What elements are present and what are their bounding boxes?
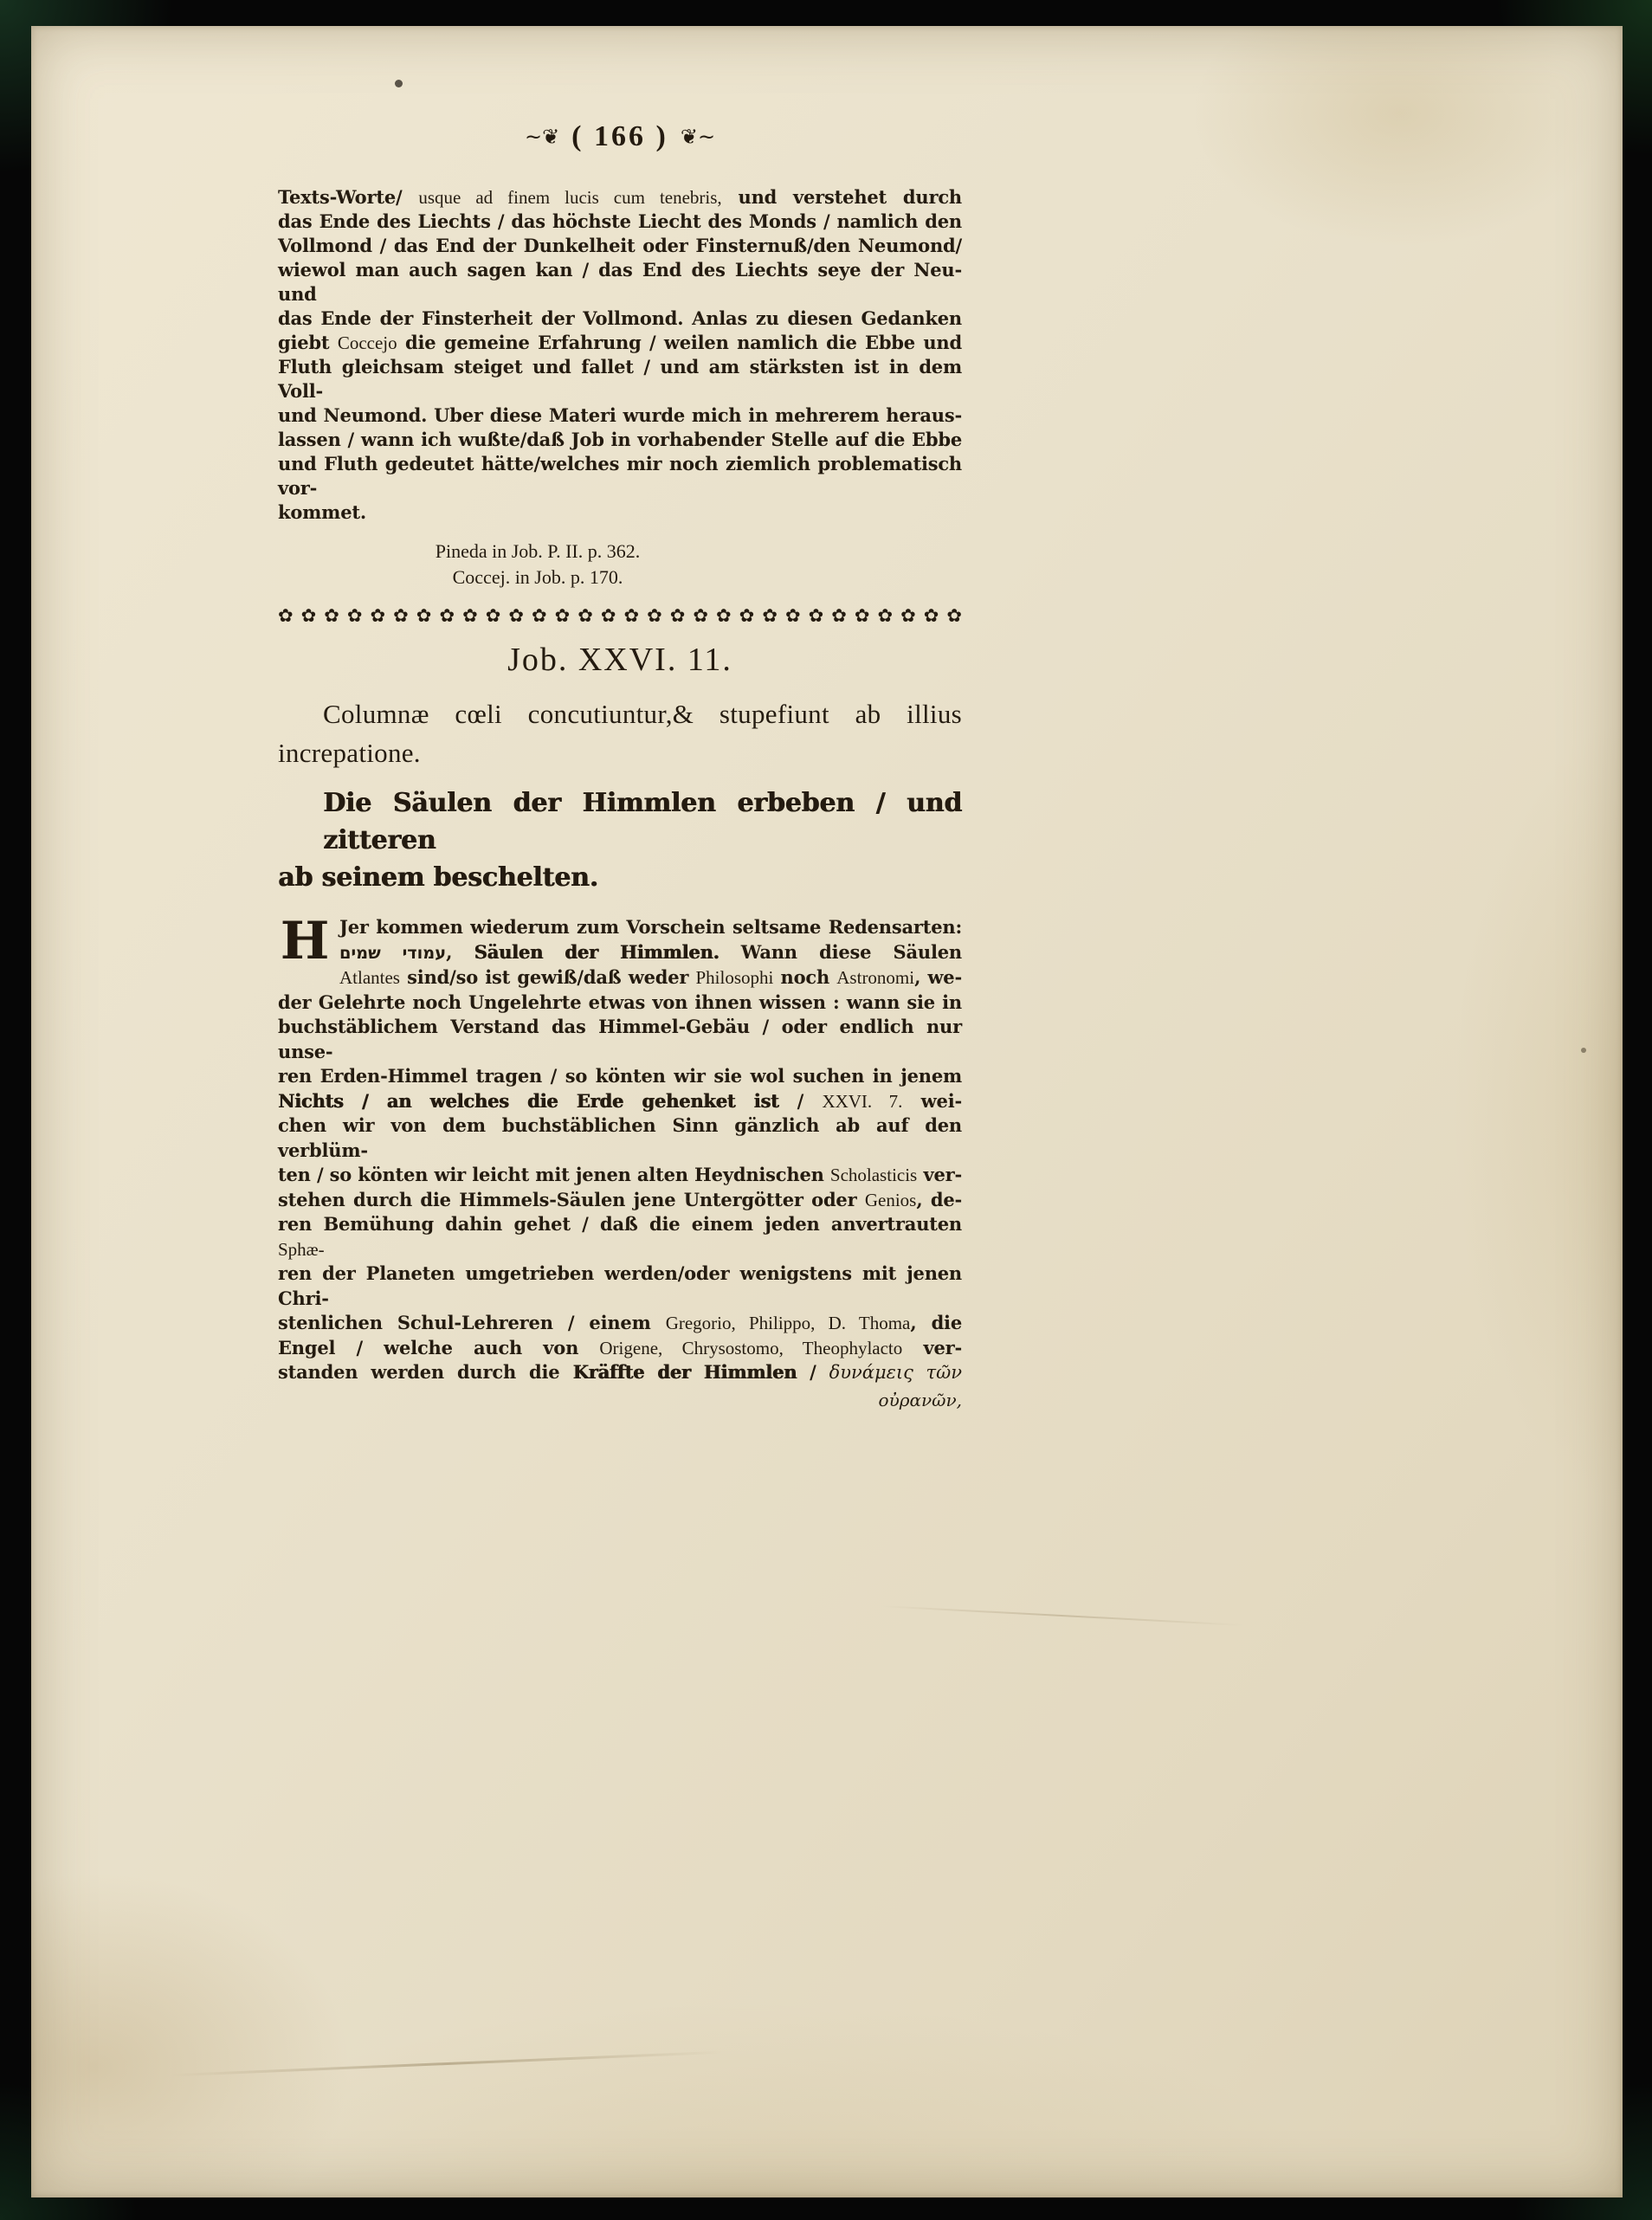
text-run: ren Bemühung dahin gehet / daß die einem jeden anvertrauten — [278, 1213, 962, 1235]
drop-cap-initial: H — [280, 911, 330, 971]
text-run: der Gelehrte noch Ungelehrte etwas von ihnen wissen : wann sie in — [278, 991, 962, 1013]
text-line — [196, 539, 880, 565]
text-run-r: XXVI. 7. — [822, 1090, 903, 1112]
text-run-r: Gregorio, Philippo, D. Thoma — [665, 1313, 911, 1333]
text-run: Fluth gleichsam steiget und fallet / und am stärksten ist in dem Voll- — [278, 356, 962, 402]
text-run: die gemeine Erfahrung / weilen namlich die Ebbe und — [397, 332, 962, 353]
section-heading-job-xxvi-11: Job. XXVI. 11. — [507, 642, 732, 678]
text-run: sind/so ist gewiß/daß weder — [399, 966, 696, 988]
latin-verse — [278, 694, 962, 772]
text-line — [278, 733, 962, 772]
text-run-r: Origene, Chrysostomo, Theophylacto — [599, 1337, 903, 1358]
text-line — [278, 1188, 962, 1213]
text-run: increpatione. — [278, 738, 421, 768]
text-line — [278, 694, 962, 733]
text-run-r: Sphæ- — [278, 1238, 325, 1260]
text-run: , we- — [914, 966, 962, 988]
text-run: kommet. — [278, 501, 366, 523]
text-run: Texts-Worte/ — [278, 186, 419, 208]
text-run: Wann diese Säulen — [719, 940, 962, 963]
fleuron-divider-row: ✿ ✿ ✿ ✿ ✿ ✿ ✿ ✿ ✿ ✿ ✿ ✿ ✿ ✿ ✿ ✿ ✿ ✿ ✿ ✿ ✿ ✿ ✿ ✿ ✿ ✿ ✿ ✿ ✿ ✿ — [278, 605, 962, 626]
text-run: ab seinem beschelten. — [278, 862, 598, 893]
body-paragraph — [278, 911, 962, 1411]
text-run: / — [797, 1361, 829, 1383]
text-run: , de- — [916, 1188, 962, 1210]
text-line — [278, 1015, 962, 1064]
text-run: ver- — [917, 1164, 962, 1185]
text-run: und Neumond. Uber diese Materi wurde mich in mehrerem heraus- — [278, 404, 962, 426]
text-run: und Fluth gedeutet hätte/welches mir noch ziemlich problematisch vor- — [278, 453, 962, 499]
text-line — [278, 965, 962, 991]
page-number: ( 166 ) — [571, 120, 668, 152]
text-run-r: usque ad finem lucis cum tenebris, — [418, 187, 722, 208]
text-line — [278, 991, 962, 1016]
text-line — [278, 784, 962, 859]
text-line — [278, 185, 962, 210]
text-line — [278, 258, 962, 307]
paper-speck — [1581, 1048, 1586, 1053]
text-run: , — [446, 940, 474, 963]
text-line — [278, 1311, 962, 1336]
text-run: Jer kommen wiederum zum Vorschein seltsame Redensarten: — [339, 916, 962, 938]
page-number-header — [278, 118, 962, 156]
text-run: noch — [773, 966, 837, 988]
text-run-r: Coccejo — [337, 332, 397, 353]
text-run: wei- — [902, 1089, 962, 1112]
text-line — [278, 915, 962, 940]
text-run-b: Säulen der Himmlen. — [474, 940, 720, 963]
text-run: Columnæ cœli concutiuntur,& stupefiunt ab illius — [323, 699, 962, 729]
text-column — [278, 118, 962, 1411]
text-line — [278, 1212, 962, 1262]
text-run: wiewol man auch sagen kan / das End des Liechts seye der Neu- und — [278, 259, 962, 305]
text-run: , die — [910, 1312, 962, 1333]
text-line — [278, 210, 962, 234]
greek-catchword: οὐρανῶν, — [878, 1389, 962, 1410]
text-line — [278, 331, 962, 355]
text-line — [196, 565, 880, 590]
text-line — [278, 500, 962, 525]
citation-block — [196, 539, 880, 590]
text-run: ten / so könten wir leicht mit jenen alten Heydnischen — [278, 1164, 830, 1185]
text-run-r: Philosophi — [695, 967, 774, 988]
text-run: stehen durch die Himmels-Säulen jene Untergötter oder — [278, 1188, 865, 1210]
text-run: das Ende des Liechts / das höchste Liecht des Monds / namlich den — [278, 210, 962, 232]
text-run-r: Atlantes — [339, 967, 400, 988]
text-run: standen werden durch die — [278, 1361, 573, 1383]
text-line — [278, 1113, 962, 1163]
text-run: das Ende der Finsterheit der Vollmond. Anlas zu diesen Gedanken — [278, 307, 962, 329]
text-line — [278, 1336, 962, 1361]
text-run: chen wir von dem buchstäblichen Sinn gänzlich ab auf den verblüm- — [278, 1114, 962, 1161]
text-run: Coccej. in Job. p. 170. — [452, 566, 623, 588]
text-run: ren Erden-Himmel tragen / so könten wir sie wol suchen in jenem — [278, 1065, 962, 1087]
text-run: / — [778, 1089, 823, 1112]
text-run: Engel / welche auch von — [278, 1336, 600, 1358]
text-run: giebt — [278, 332, 338, 353]
text-run: Pineda in Job. P. II. p. 362. — [435, 540, 641, 562]
text-run: lassen / wann ich wußte/daß Job in vorhabender Stelle auf die Ebbe — [278, 429, 962, 450]
text-run-b: Kräffte der Himmlen — [572, 1361, 797, 1383]
paragraph-texts-worte — [278, 185, 962, 525]
text-line — [278, 1089, 962, 1114]
text-line — [278, 1163, 962, 1188]
paper-crease — [880, 1605, 1243, 1626]
text-run-r: Astronomi — [836, 967, 915, 988]
text-run-r: Scholasticis — [829, 1165, 918, 1185]
body-lines — [278, 911, 962, 1385]
text-run: Die Säulen der Himmlen erbeben / und zitteren — [323, 788, 962, 855]
fleuron-left-icon: ~❦ — [524, 125, 560, 149]
text-line — [278, 452, 962, 500]
text-run: ren der Planeten umgetrieben werden/oder wenigstens mit jenen Chri- — [278, 1262, 962, 1309]
paper-speck — [395, 80, 403, 87]
text-run: ver- — [902, 1336, 962, 1358]
text-run: Vollmond / das End der Dunkelheit oder Finsternuß/den Neumond/ — [278, 235, 962, 256]
text-run-grk: δυνάμεις τῶν — [829, 1362, 962, 1383]
text-line — [278, 234, 962, 258]
text-run: und verstehet durch — [721, 186, 962, 208]
text-run-b: Nichts / an welches die Erde gehenket ist — [278, 1089, 779, 1112]
text-run-r: Genios — [864, 1189, 917, 1210]
text-line — [278, 355, 962, 403]
text-line — [278, 940, 962, 966]
text-run: stenlichen Schul-Lehreren / einem — [278, 1312, 666, 1333]
paper-sheet — [31, 26, 1623, 2197]
text-line — [278, 1360, 962, 1385]
text-line — [278, 428, 962, 452]
text-line — [278, 1262, 962, 1311]
paper-crease — [170, 2051, 724, 2077]
text-run: buchstäblichem Verstand das Himmel-Gebäu / oder endlich nur unse- — [278, 1016, 962, 1062]
german-verse-heading — [278, 784, 962, 896]
text-run-heb: עמודי שמים — [339, 942, 447, 963]
text-line — [278, 1064, 962, 1089]
text-line — [278, 859, 962, 896]
text-line — [278, 307, 962, 331]
text-line — [278, 403, 962, 428]
fleuron-right-icon: ❦~ — [680, 125, 716, 149]
